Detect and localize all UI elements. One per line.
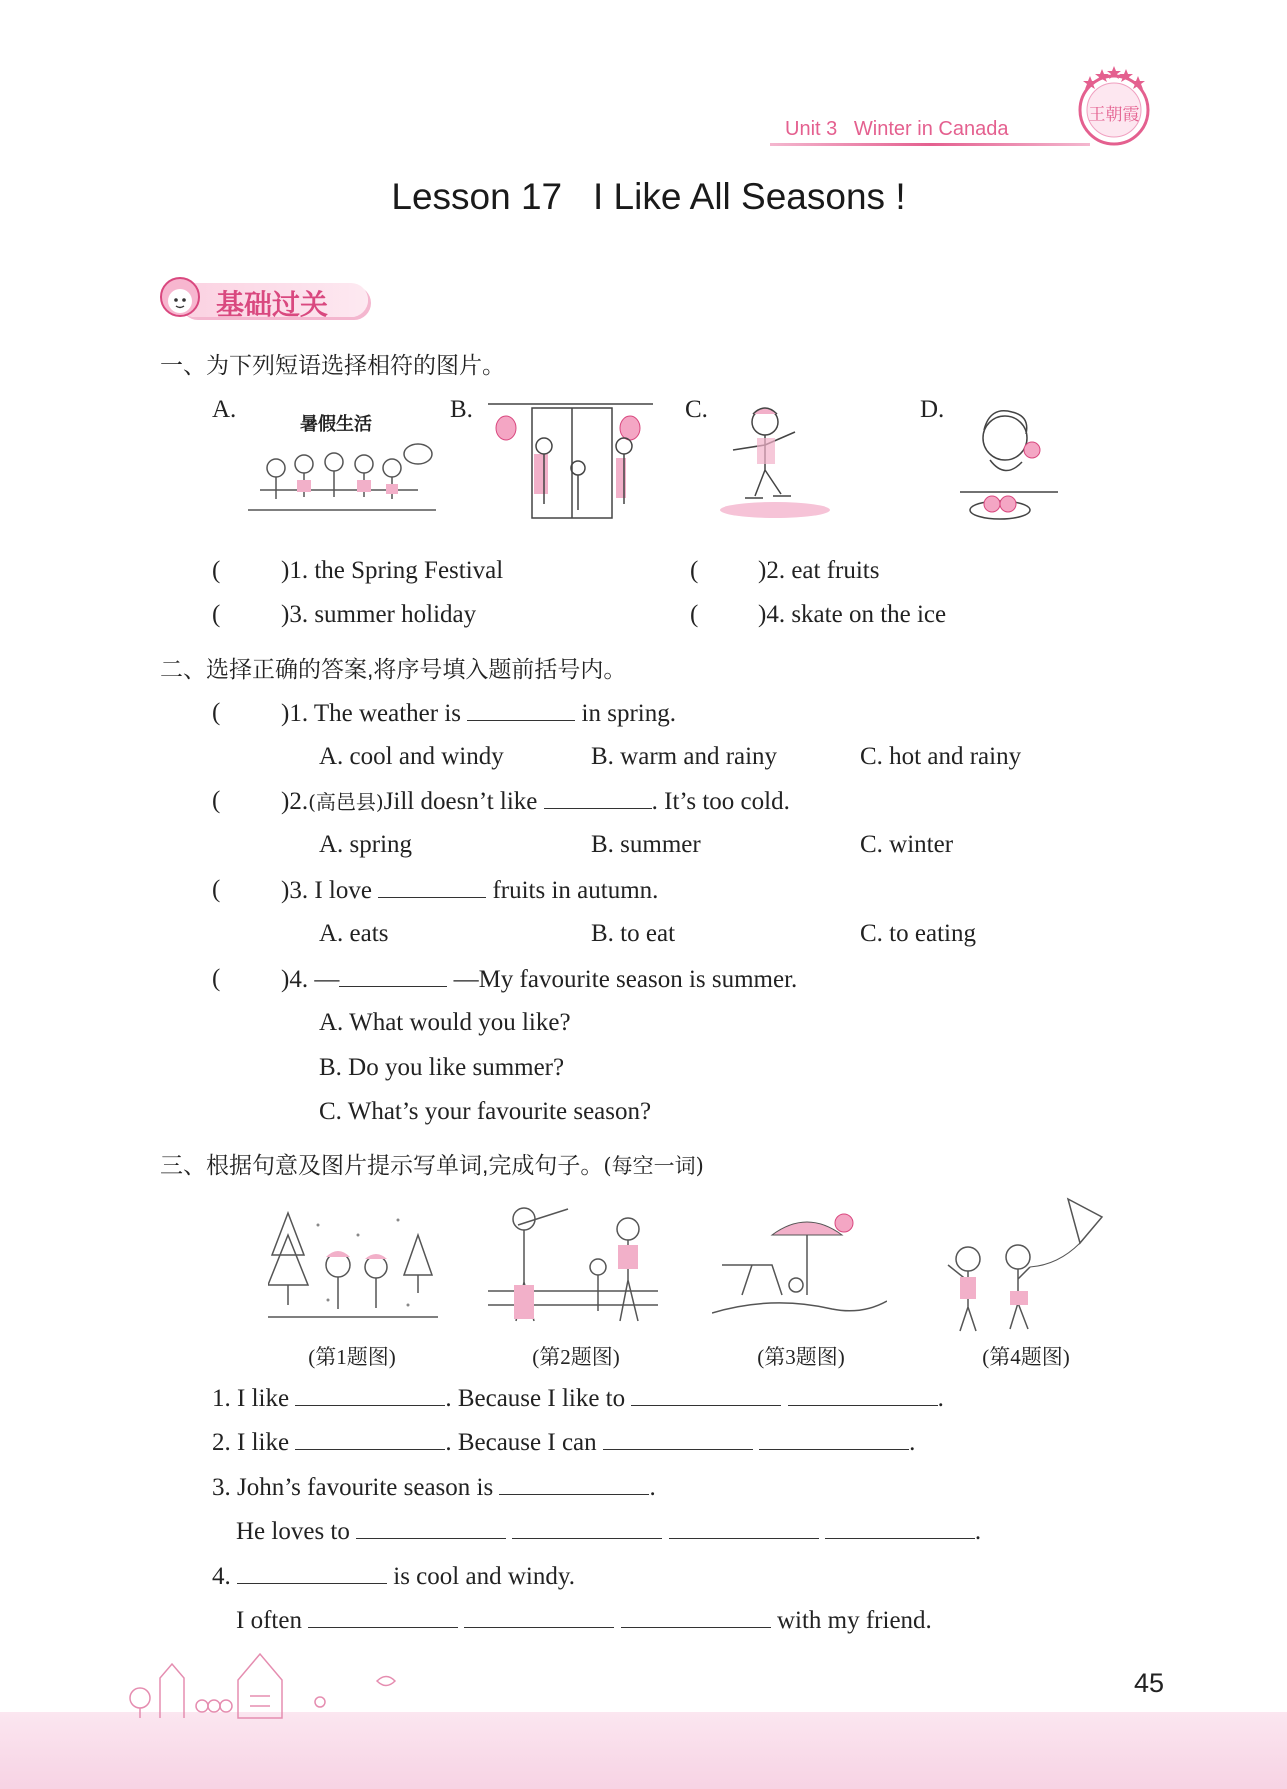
unit-number: Unit 3	[785, 118, 838, 140]
s3-text-a: 3. John’s favourite season is	[212, 1474, 494, 1501]
unit-title: Winter in Canada	[853, 118, 1009, 140]
s1-text-b: . Because I like to	[445, 1385, 626, 1412]
publisher-logo	[1070, 62, 1158, 150]
footer-doodle	[120, 1640, 360, 1720]
s3-text-b: .	[649, 1474, 656, 1501]
s2-blank-3[interactable]	[759, 1427, 909, 1450]
caption-1: (第1题图)	[308, 1345, 396, 1369]
q2-post: . It’s too cold.	[651, 788, 790, 815]
picture-3-beach	[712, 1205, 887, 1327]
caption-4: (第4题图)	[982, 1345, 1070, 1369]
q2-option-c: C. winter	[860, 831, 954, 858]
q2-mid: Jill doesn’t like	[383, 788, 538, 815]
lesson-title: Lesson 17 I Like All Seasons !	[391, 176, 906, 217]
part3-heading-text: 三、根据句意及图片提示写单词,完成句子。	[160, 1152, 604, 1178]
header-underline	[770, 143, 1090, 146]
s4-text-b: is cool and windy.	[393, 1563, 575, 1590]
part1-heading: 一、为下列短语选择相符的图片。	[160, 352, 505, 378]
q2-blank[interactable]	[544, 786, 652, 809]
q2-pre: )2.	[281, 788, 309, 815]
q4-post: —My favourite season is summer.	[453, 966, 798, 993]
footer-star-icon	[375, 1672, 397, 1690]
s3-blank-3[interactable]	[512, 1516, 662, 1539]
part1-item-3: )3. summer holiday	[281, 601, 477, 628]
s2-blank-1[interactable]	[295, 1427, 445, 1450]
s3-blank-5[interactable]	[825, 1516, 975, 1539]
part3-heading-note: (每空一词)	[603, 1154, 704, 1178]
q1-option-a: A. cool and windy	[319, 743, 504, 770]
picture-d-eating-fruits	[960, 400, 1060, 525]
s1-text-a: 1. I like	[212, 1385, 290, 1412]
section-banner	[158, 275, 373, 325]
s1-blank-3[interactable]	[788, 1383, 938, 1406]
q1-answer-paren[interactable]: (	[212, 699, 221, 726]
q2-stem	[281, 786, 790, 817]
picture-2-family	[488, 1205, 663, 1327]
q3-answer-paren[interactable]: (	[212, 876, 221, 903]
option-b-label: B.	[450, 396, 473, 423]
q3-option-a: A. eats	[319, 920, 389, 947]
caption-2: (第2题图)	[532, 1345, 620, 1369]
s4-blank-4[interactable]	[621, 1605, 771, 1628]
q4-pre: )4. —	[281, 966, 340, 993]
part3-sentence-2	[212, 1427, 915, 1458]
part3-sentence-3b	[236, 1516, 981, 1547]
q4-blank[interactable]	[339, 964, 447, 987]
banner-mascot-icon	[158, 275, 202, 323]
s4-text-a: 4.	[212, 1563, 231, 1590]
caption-3: (第3题图)	[757, 1345, 845, 1369]
logo-text: 王朝霞	[1088, 105, 1140, 125]
q1-blank[interactable]	[467, 698, 575, 721]
s4-text-d: with my friend.	[776, 1607, 932, 1634]
answer-paren-1[interactable]: (	[212, 557, 221, 584]
q4-option-b: B. Do you like summer?	[319, 1054, 565, 1081]
q3-pre: )3. I love	[281, 877, 372, 904]
s4-blank-3[interactable]	[464, 1605, 614, 1628]
q2-answer-paren[interactable]: (	[212, 787, 221, 814]
q3-blank[interactable]	[378, 875, 486, 898]
q4-option-c: C. What’s your favourite season?	[319, 1098, 652, 1125]
s3-text-c: He loves to	[236, 1518, 350, 1545]
q1-pre: )1. The weather is	[281, 700, 462, 727]
picture-c-skating	[715, 400, 835, 522]
picture-b-spring-festival	[488, 398, 653, 523]
s1-text-c: .	[937, 1385, 944, 1412]
q1-post: in spring.	[581, 700, 676, 727]
q2-tag: (高邑县)	[308, 790, 384, 814]
s2-text-a: 2. I like	[212, 1429, 290, 1456]
part1-item-4: )4. skate on the ice	[758, 601, 947, 628]
footer-band	[0, 1712, 1287, 1789]
part3-sentence-4b	[236, 1605, 932, 1636]
answer-paren-4[interactable]: (	[690, 601, 699, 628]
option-a-label: A.	[212, 396, 237, 423]
unit-header	[785, 118, 1008, 141]
q3-post: fruits in autumn.	[492, 877, 659, 904]
q2-option-a: A. spring	[319, 831, 413, 858]
q1-option-c: C. hot and rainy	[860, 743, 1022, 770]
picture-4-kite	[938, 1195, 1108, 1335]
part1-item-2: )2. eat fruits	[758, 557, 880, 584]
s1-blank-1[interactable]	[295, 1383, 445, 1406]
part3-sentence-3a	[212, 1472, 656, 1503]
part3-heading	[160, 1150, 704, 1181]
q3-option-b: B. to eat	[591, 920, 676, 947]
s3-blank-2[interactable]	[356, 1516, 506, 1539]
banner-text: 基础过关	[216, 288, 329, 321]
picture-a-summer-holiday	[238, 398, 443, 516]
q2-option-b: B. summer	[591, 831, 701, 858]
q3-stem	[281, 875, 658, 906]
q3-option-c: C. to eating	[860, 920, 976, 947]
q4-stem	[281, 964, 797, 995]
s2-text-b: . Because I can	[445, 1429, 597, 1456]
part1-item-1: )1. the Spring Festival	[281, 557, 504, 584]
picture-1-winter-snow	[268, 1205, 438, 1327]
picture-a-caption: 暑假生活	[300, 414, 372, 435]
option-d-label: D.	[920, 396, 945, 423]
answer-paren-3[interactable]: (	[212, 601, 221, 628]
q4-option-a: A. What would you like?	[319, 1009, 571, 1036]
page-number: 45	[1134, 1668, 1165, 1698]
s3-blank-1[interactable]	[499, 1472, 649, 1495]
part2-heading: 二、选择正确的答案,将序号填入题前括号内。	[160, 656, 627, 682]
s3-blank-4[interactable]	[669, 1516, 819, 1539]
part3-sentence-4a	[212, 1561, 575, 1592]
q4-answer-paren[interactable]: (	[212, 965, 221, 992]
s4-text-c: I often	[236, 1607, 302, 1634]
s1-blank-2[interactable]	[631, 1383, 781, 1406]
s4-blank-1[interactable]	[237, 1561, 387, 1584]
s2-text-c: .	[909, 1429, 916, 1456]
s3-text-d: .	[974, 1518, 982, 1545]
q1-stem	[281, 698, 676, 729]
s4-blank-2[interactable]	[308, 1605, 458, 1628]
option-c-label: C.	[685, 396, 708, 423]
s2-blank-2[interactable]	[603, 1427, 753, 1450]
q1-option-b: B. warm and rainy	[591, 743, 778, 770]
answer-paren-2[interactable]: (	[690, 557, 699, 584]
part3-sentence-1	[212, 1383, 944, 1414]
